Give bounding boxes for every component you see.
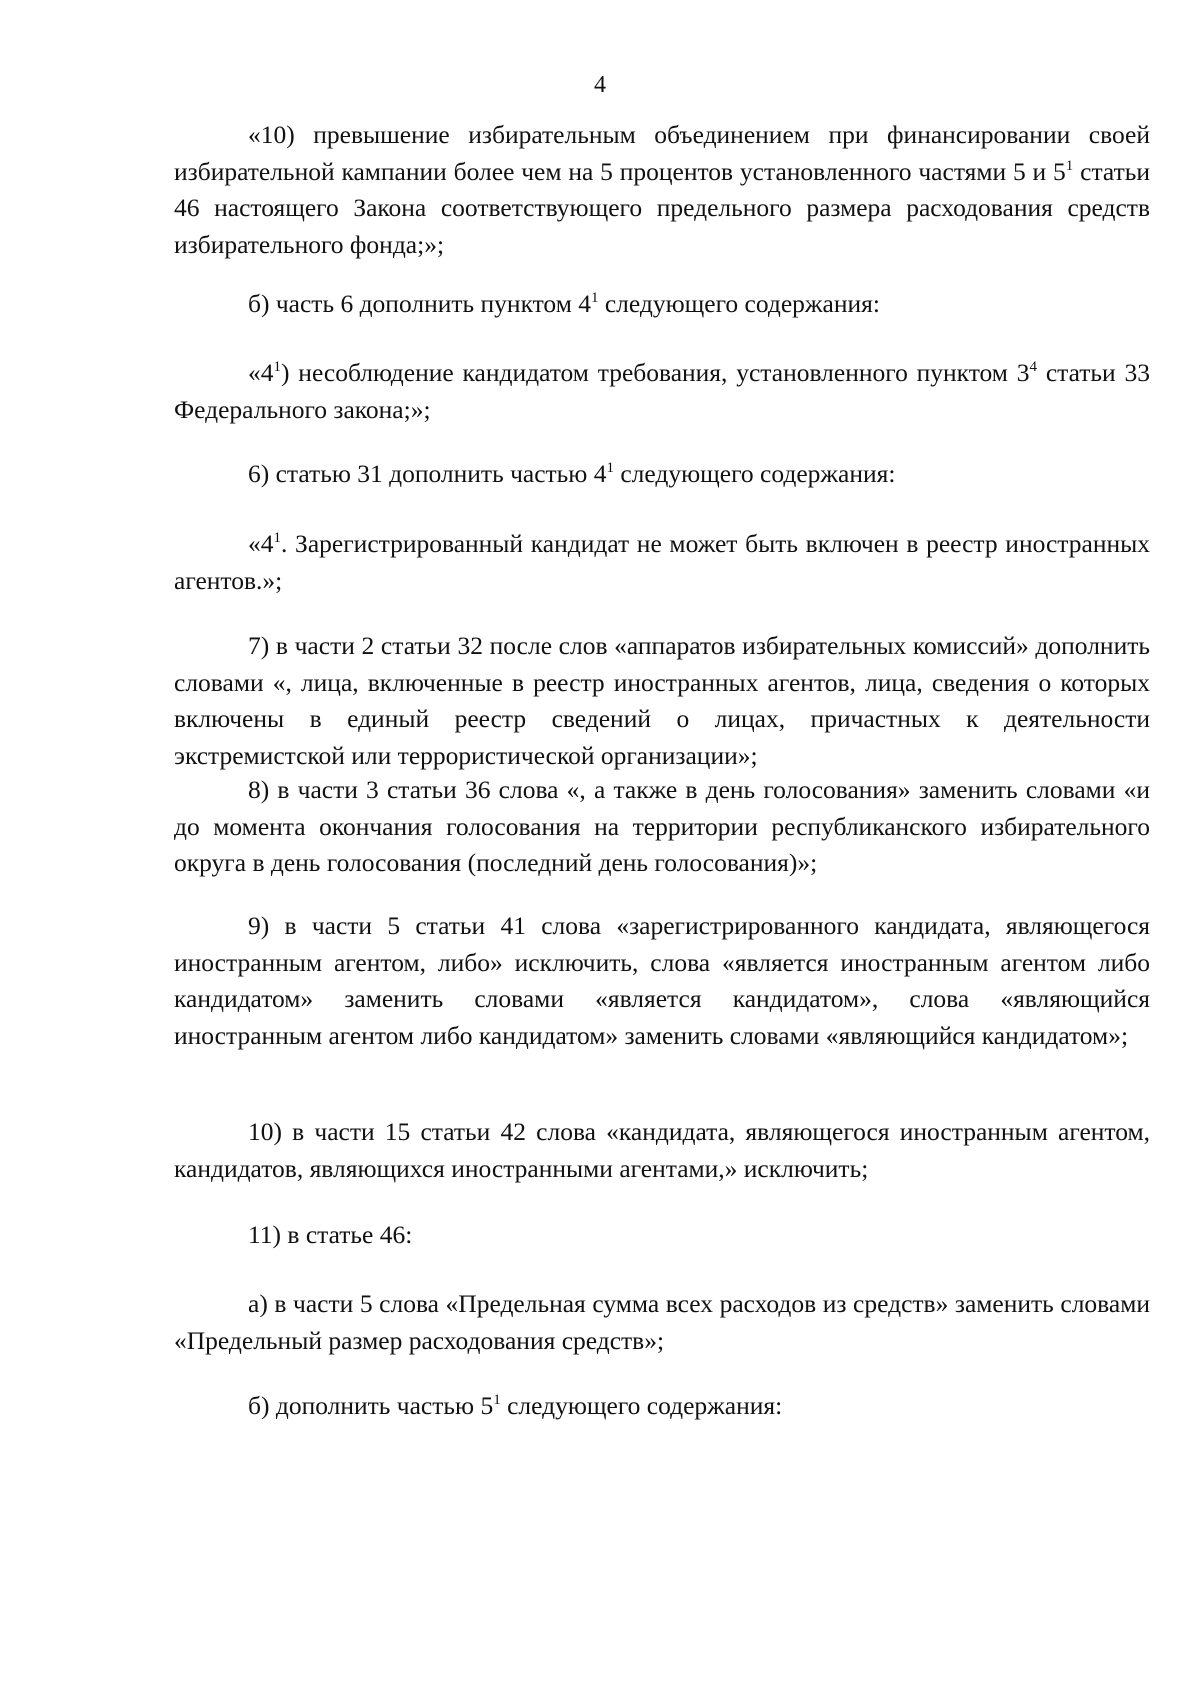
superscript-index: 1 <box>273 359 281 375</box>
paragraph-7-article-32 <box>174 628 1150 774</box>
paragraph-text: а) в части 5 слова «Предельная сумма всех расходов из средств» заменить словами «Предельный размер расходования средств»; <box>174 1289 1150 1355</box>
paragraph-8-article-36 <box>174 772 1150 882</box>
paragraph-text: 6) статью 31 дополнить частью 4 <box>248 459 607 488</box>
paragraph-6-article-31 <box>174 456 1150 493</box>
superscript-index: 1 <box>1065 157 1074 174</box>
paragraph-text: статьи 46 настоящего Закона соответствующего предельного размера расходования средств избирательного фонда;»; <box>174 156 1150 259</box>
paragraph-item-4-1 <box>174 355 1150 428</box>
paragraph-text: следующего содержания: <box>598 289 880 318</box>
paragraph-b-part-6 <box>174 286 1150 323</box>
paragraph-text: . Зарегистрированный кандидат не может быть включен в реестр иностранных агентов.»; <box>174 529 1150 595</box>
paragraph-9-article-41 <box>174 908 1150 1054</box>
paragraph-text: следующего содержания: <box>500 1391 783 1420</box>
paragraph-text: 11) в статье 46: <box>248 1220 413 1249</box>
superscript-index: 1 <box>273 530 281 546</box>
paragraph-text: б) дополнить частью 5 <box>248 1391 494 1420</box>
paragraph-text: 10) в части 15 статьи 42 слова «кандидата, являющегося иностранным агентом, кандидатов, являющихся иностранными агентами,» исключить; <box>174 1117 1150 1183</box>
superscript-index: 1 <box>606 460 614 476</box>
paragraph-text: 9) в части 5 статьи 41 слова «зарегистрированного кандидата, являющегося иностранным агентом, либо» исключить, слова «является иностранным агентом либо кандидатом» заменить словами «является кандидатом», слова «являющийся иностранным агентом либо кандидатом» заменить словами «являющийся кандидатом»; <box>174 911 1150 1050</box>
paragraph-10-article-42 <box>174 1114 1150 1187</box>
paragraph-text: б) часть 6 дополнить пунктом 4 <box>248 289 591 318</box>
paragraph-text: 7) в части 2 статьи 32 после слов «аппаратов избирательных комиссий» дополнить словами «, лица, включенные в реестр иностранных агентов, лица, сведения о которых включены в единый реестр сведений о лицах, причастных к деятельности экстремистской или террористической организации»; <box>174 631 1150 770</box>
superscript-index: 1 <box>493 1392 501 1408</box>
paragraph-text: «4 <box>248 358 274 387</box>
paragraph-11-article-46 <box>174 1217 1150 1254</box>
paragraph-text: «4 <box>248 529 274 558</box>
paragraph-text: ) несоблюдение кандидатом требования, установленного пунктом 3 <box>281 358 1030 387</box>
superscript-index: 1 <box>590 290 599 306</box>
paragraph-text: статьи 33 Федерального закона;»; <box>174 358 1150 424</box>
paragraph-a-part-5 <box>174 1286 1150 1359</box>
paragraph-text: «10) превышение избирательным объединением при финансировании своей избирательной кампании более чем на 5 процентов установленного частями 5 и 5 <box>174 120 1150 186</box>
paragraph-b-part-5-1 <box>174 1388 1150 1425</box>
paragraph-text: 8) в части 3 статьи 36 слова «, а также в день голосования» заменить словами «и до момента окончания голосования на территории республиканского избирательного округа в день голосования (последний день голосования)»; <box>174 775 1150 877</box>
paragraph-item-10 <box>174 117 1150 263</box>
page-number: 4 <box>594 72 606 98</box>
superscript-index: 4 <box>1029 359 1038 375</box>
paragraph-4-1-registered-candidate <box>174 526 1150 599</box>
paragraph-text: следующего содержания: <box>613 459 896 488</box>
